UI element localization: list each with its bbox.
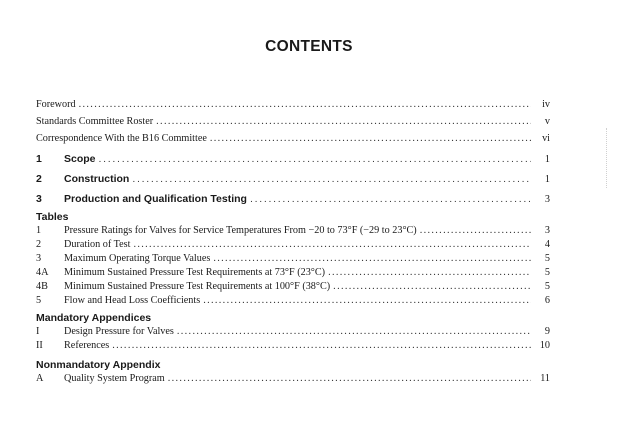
toc-chapter-construction[interactable] [36, 172, 550, 186]
chapter-label: Production and Qualification Testing [64, 193, 247, 205]
toc-entry-label: Maximum Operating Torque Values [64, 253, 211, 264]
leader-dots [79, 98, 531, 112]
chapter-number: 2 [36, 173, 42, 185]
leader-dots [420, 224, 531, 238]
toc-entry-appendix-i[interactable] [36, 325, 550, 339]
toc-entry-page: v [544, 116, 550, 127]
toc-chapter-testing[interactable] [36, 192, 550, 206]
table-number: 1 [36, 225, 42, 236]
toc-entry-table-5[interactable] [36, 294, 550, 308]
leader-dots [250, 192, 531, 206]
toc-entry-page: 4 [544, 239, 550, 250]
table-number: 4B [36, 281, 48, 292]
toc-entry-label: Foreword [36, 99, 76, 110]
toc-entry-label: Flow and Head Loss Coefficients [64, 295, 201, 306]
toc-entry-label: Minimum Sustained Pressure Test Requirements at 100°F (38°C) [64, 281, 331, 292]
chapter-label: Scope [64, 153, 96, 165]
toc-entry-page: 10 [539, 340, 550, 351]
toc-entry-page: 5 [544, 281, 550, 292]
toc-entry-page: 5 [544, 267, 550, 278]
toc-entry-label: Minimum Sustained Pressure Test Requirements at 73°F (23°C) [64, 267, 326, 278]
toc-entry-page: 3 [544, 194, 550, 205]
chapter-label: Construction [64, 173, 130, 185]
table-number: 5 [36, 295, 42, 306]
leader-dots [210, 132, 531, 146]
toc-entry-page: vi [542, 133, 550, 144]
appendix-number: A [36, 373, 44, 384]
leader-dots [156, 115, 531, 129]
leader-dots [328, 266, 531, 280]
toc-entry-page: 6 [544, 295, 550, 306]
toc-chapter-scope[interactable] [36, 152, 550, 166]
toc-entry-page: 11 [540, 373, 550, 384]
toc-entry-label: Pressure Ratings for Valves for Service Temperatures From −20 to 73°F (−29 to 23°C) [64, 225, 417, 236]
leader-dots [203, 294, 531, 308]
toc-entry-table-3[interactable] [36, 252, 550, 266]
chapter-number: 3 [36, 193, 42, 205]
leader-dots [112, 339, 531, 353]
leader-dots [132, 172, 531, 186]
toc-entry-page: 5 [544, 253, 550, 264]
toc-entry-foreword[interactable] [36, 98, 550, 112]
toc-entry-table-2[interactable] [36, 238, 550, 252]
table-number: 2 [36, 239, 42, 250]
toc-entry-page: 1 [544, 154, 550, 165]
toc-entry-committee-roster[interactable] [36, 115, 550, 129]
leader-dots [99, 152, 531, 166]
leader-dots [168, 372, 531, 386]
toc-entry-table-1[interactable] [36, 224, 550, 238]
section-heading-nonmandatory-appendix: Nonmandatory Appendix [36, 359, 161, 371]
chapter-number: 1 [36, 153, 42, 165]
section-heading-tables: Tables [36, 211, 69, 223]
toc-entry-label: Correspondence With the B16 Committee [36, 133, 207, 144]
appendix-number: II [36, 340, 43, 351]
toc-entry-page: 3 [544, 225, 550, 236]
toc-entry-page: 1 [544, 174, 550, 185]
leader-dots [333, 280, 531, 294]
toc-entry-label: Standards Committee Roster [36, 116, 154, 127]
table-number: 3 [36, 253, 42, 264]
toc-entry-correspondence[interactable] [36, 132, 550, 146]
page-title: CONTENTS [265, 38, 353, 55]
toc-entry-table-4a[interactable] [36, 266, 550, 280]
toc-entry-appendix-ii[interactable] [36, 339, 550, 353]
toc-entry-label: Quality System Program [64, 373, 165, 384]
toc-entry-table-4b[interactable] [36, 280, 550, 294]
section-heading-mandatory-appendices: Mandatory Appendices [36, 312, 152, 324]
toc-entry-label: References [64, 340, 110, 351]
leader-dots [133, 238, 531, 252]
appendix-number: I [36, 326, 40, 337]
toc-entry-page: iv [542, 99, 550, 110]
toc-entry-label: Duration of Test [64, 239, 131, 250]
leader-dots [177, 325, 531, 339]
leader-dots [213, 252, 531, 266]
toc-entry-page: 9 [544, 326, 550, 337]
scan-edge-mark [606, 128, 608, 188]
table-number: 4A [36, 267, 49, 278]
toc-entry-appendix-a[interactable] [36, 372, 550, 386]
toc-entry-label: Design Pressure for Valves [64, 326, 174, 337]
